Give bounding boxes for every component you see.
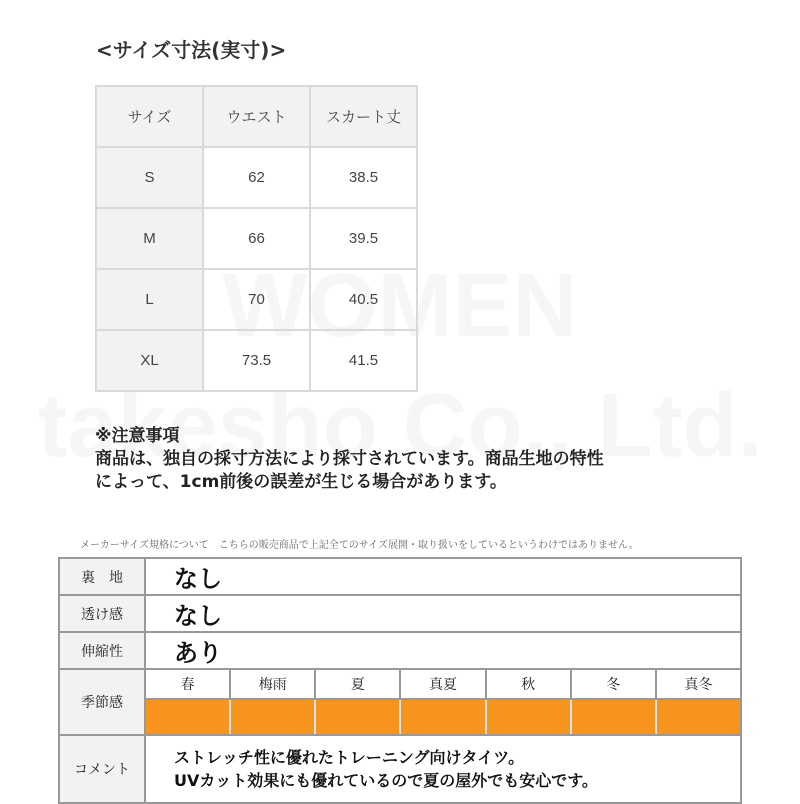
size-cell: XL (96, 330, 203, 391)
season-midsummer: 真夏 (400, 670, 485, 699)
length-cell: 39.5 (310, 208, 417, 269)
sheer-value: なし (145, 595, 741, 632)
waist-cell: 62 (203, 147, 310, 208)
season-winter: 冬 (571, 670, 656, 699)
table-row (96, 269, 417, 330)
season-spring: 春 (146, 670, 230, 699)
table-row (96, 208, 417, 269)
season-midwinter: 真冬 (656, 670, 740, 699)
col-header-length: スカート丈 (310, 86, 417, 147)
size-table (95, 85, 418, 392)
season-names-row (146, 670, 740, 699)
season-table (146, 670, 740, 734)
table-row (96, 147, 417, 208)
sheer-label: 透け感 (59, 595, 145, 632)
lining-value: なし (145, 558, 741, 595)
season-label: 季節感 (59, 669, 145, 735)
comment-line: ストレッチ性に優れたトレーニング向けタイツ。 (174, 748, 525, 767)
comment-value (145, 735, 741, 803)
waist-cell: 66 (203, 208, 310, 269)
length-cell: 41.5 (310, 330, 417, 391)
spec-row-stretch (59, 632, 741, 669)
notes-block (95, 425, 604, 494)
season-bar-midwinter (656, 699, 740, 734)
season-bar-spring (146, 699, 230, 734)
stretch-label: 伸縮性 (59, 632, 145, 669)
season-bar-row (146, 699, 740, 734)
season-grid (145, 669, 741, 735)
spec-row-comment (59, 735, 741, 803)
size-cell: S (96, 147, 203, 208)
spec-row-lining (59, 558, 741, 595)
length-cell: 38.5 (310, 147, 417, 208)
season-bar-summer (315, 699, 400, 734)
col-header-size: サイズ (96, 86, 203, 147)
size-table-header (96, 86, 417, 147)
season-summer: 夏 (315, 670, 400, 699)
spec-row-season (59, 669, 741, 735)
notes-title: ※注意事項 (95, 426, 180, 446)
length-cell: 40.5 (310, 269, 417, 330)
waist-cell: 70 (203, 269, 310, 330)
season-bar-autumn (486, 699, 571, 734)
season-rainy: 梅雨 (230, 670, 315, 699)
notes-line: 商品は、独自の採寸方法により採寸されています。商品生地の特性 (95, 449, 604, 469)
lining-label: 裏 地 (59, 558, 145, 595)
table-row (96, 330, 417, 391)
notes-line: によって、1cm前後の誤差が生じる場合があります。 (95, 472, 507, 492)
waist-cell: 73.5 (203, 330, 310, 391)
size-heading: <サイズ寸法(実寸)> (96, 38, 287, 62)
size-cell: M (96, 208, 203, 269)
col-header-waist: ウエスト (203, 86, 310, 147)
comment-label: コメント (59, 735, 145, 803)
size-cell: L (96, 269, 203, 330)
spec-table (58, 557, 742, 804)
season-bar-winter (571, 699, 656, 734)
season-bar-rainy (230, 699, 315, 734)
spec-row-sheer (59, 595, 741, 632)
comment-line: UVカット効果にも優れているので夏の屋外でも安心です。 (174, 771, 598, 790)
size-disclaimer: メーカーサイズ規格について こちらの販売商品で上記全てのサイズ展開・取り扱いをしているというわけではありません。 (80, 540, 639, 551)
stretch-value: あり (145, 632, 741, 669)
season-autumn: 秋 (486, 670, 571, 699)
season-bar-midsummer (400, 699, 485, 734)
